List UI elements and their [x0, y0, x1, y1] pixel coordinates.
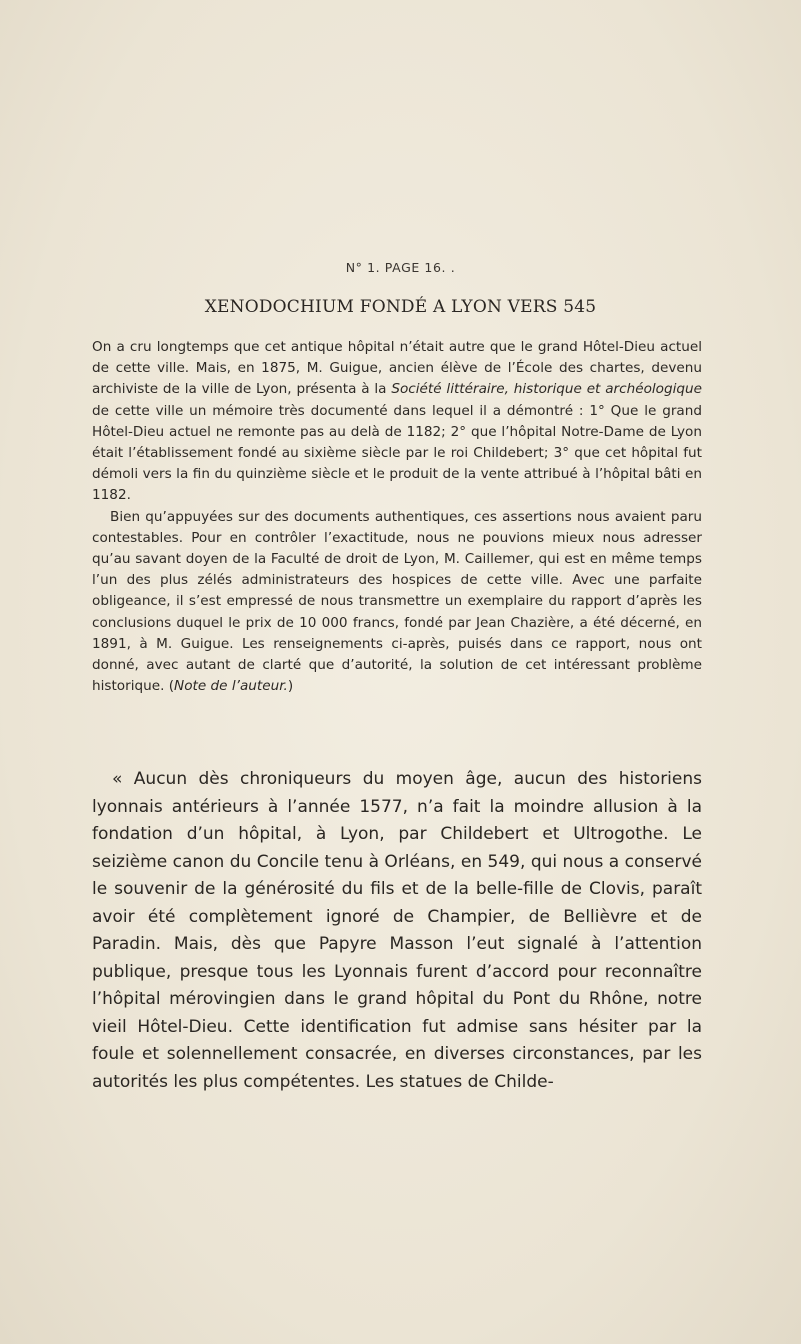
note-label: Note de l’auteur.: [174, 678, 288, 695]
society-name: Société littéraire, historique et archéologique: [391, 381, 702, 398]
note-paragraph-1-end: de cette ville un mémoire très documenté dans lequel il a démontré : 1° Que le grand Hôtel-Dieu actuel ne remonte pas au delà de 1182; 2° que l’hôpital Notre-Dame de Lyon était l’établissement fondé au sixième siècle par le roi Childebert; 3° que cet hôpital fut démoli vers la fin du quinzième siècle et le produit de la vente attribué à l’hôpital bâti en 1182.: [92, 402, 702, 504]
author-note: [92, 337, 702, 697]
note-paragraph-2-end: ): [287, 678, 294, 695]
main-quote: [92, 766, 702, 1096]
note-paragraph-1-start: On a cru longtemps que cet antique hôpital n’était autre que le grand Hôtel-Dieu actuel de cette ville. Mais, en 1875, M. Guigue, ancien élève de l’École des chartes, devenu archiviste de la ville de Lyon, présenta à la: [92, 339, 702, 398]
note-paragraph-2-start: Bien qu’appuyées sur des documents authentiques, ces assertions nous avaient paru contestables. Pour en contrôler l’exactitude, nous ne pouvions mieux nous adresser qu’au savant doyen de la Faculté de droit de Lyon, M. Caillemer, qui est en même temps l’un des plus zélés administrateurs des hospices de cette ville. Avec une parfaite obligeance, il s’est empressé de nous transmettre un exemplaire du rapport d’après les conclusions duquel le prix de 10 000 francs, fondé par Jean Chazière, a été décerné, en 1891, à M. Guigue. Les renseignements ci-après, puisés dans ce rapport, nous ont donné, avec autant de clarté que d’autorité, la solution de cet intéressant problème historique. (: [92, 508, 702, 695]
note-paragraph-2: [92, 507, 702, 698]
note-paragraph-1: [92, 337, 702, 507]
page-reference: N° 1. PAGE 16. .: [345, 260, 456, 275]
section-title: XENODOCHIUM FONDÉ A LYON VERS 545: [204, 297, 597, 317]
quote-paragraph: « Aucun dès chroniqueurs du moyen âge, aucun des historiens lyonnais antérieurs à l’année 1577, n’a fait la moindre allusion à la fondation d’un hôpital, à Lyon, par Childebert et Ultrogothe. Le seizième canon du Concile tenu à Orléans, en 549, qui nous a conservé le souvenir de la générosité du fils et de la belle-fille de Clovis, paraît avoir été complètement ignoré de Champier, de Bellièvre et de Paradin. Mais, dès que Papyre Masson l’eut signalé à l’attention publique, presque tous les Lyonnais furent d’accord pour reconnaître l’hôpital mérovingien dans le grand hôpital du Pont du Rhône, notre vieil Hôtel-Dieu. Cette identification fut admise sans hésiter par la foule et solennellement consacrée, en diverses circonstances, par les autorités les plus compétentes. Les statues de Childe-: [92, 769, 702, 1092]
